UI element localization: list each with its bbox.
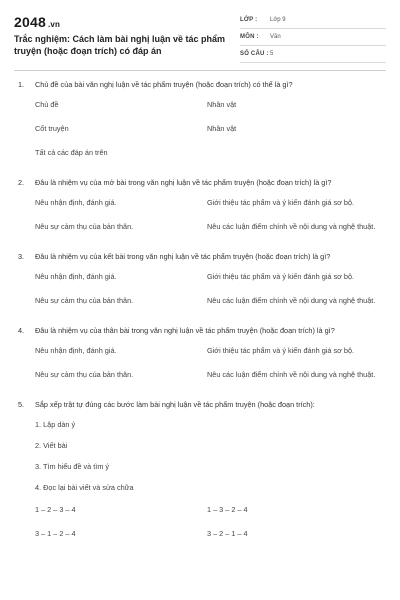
meta-count xyxy=(240,46,386,63)
answer-option[interactable]: Giới thiệu tác phẩm và ý kiến đánh giá sơ bộ. xyxy=(207,272,355,281)
step-list xyxy=(35,420,378,493)
header xyxy=(14,12,386,64)
answer-options xyxy=(35,346,378,380)
page-title: Trắc nghiệm: Cách làm bài nghị luận về tác phẩm truyện (hoặc đoạn trích) có đáp án xyxy=(14,34,226,56)
question-number: 3. xyxy=(18,252,25,261)
answer-option[interactable]: Nêu nhận định, đánh giá. xyxy=(35,272,117,281)
meta-label: MÔN : xyxy=(240,34,259,40)
step-item: 1. Lập dàn ý xyxy=(35,420,76,429)
answer-options xyxy=(35,100,378,158)
step-item: 4. Đọc lại bài viết và sửa chữa xyxy=(35,483,134,492)
question-text: Đâu là nhiệm vụ của thân bài trong văn nghị luận về tác phẩm truyện (hoặc đoạn trích) là gì? xyxy=(35,326,335,335)
answer-option[interactable]: 1 – 3 – 2 – 4 xyxy=(207,505,248,514)
logo-suffix: .vn xyxy=(47,20,61,29)
question-5 xyxy=(18,400,378,539)
answer-option[interactable]: Chủ đề xyxy=(35,100,59,109)
answer-options xyxy=(35,272,378,306)
question-header xyxy=(18,400,378,410)
answer-option[interactable]: Nêu nhận định, đánh giá. xyxy=(35,198,117,207)
answer-option[interactable]: Nhân vật xyxy=(207,100,237,109)
meta-value: Lớp 9 xyxy=(270,17,286,23)
answer-option[interactable]: Nhân vật xyxy=(207,124,237,133)
question-header xyxy=(18,178,378,188)
question-1 xyxy=(18,80,378,158)
answer-options xyxy=(35,198,378,232)
header-divider xyxy=(14,70,386,71)
question-text: Chủ đề của bài văn nghị luận về tác phẩm truyện (hoặc đoạn trích) có thể là gì? xyxy=(35,80,293,89)
meta-value: Văn xyxy=(270,34,281,40)
answer-option[interactable]: Nêu nhận định, đánh giá. xyxy=(35,346,117,355)
question-3 xyxy=(18,252,378,306)
meta-label: SỐ CÂU : xyxy=(240,51,269,57)
meta-class xyxy=(240,12,386,29)
meta-info xyxy=(240,12,386,63)
answer-option[interactable]: Tất cả các đáp án trên xyxy=(35,148,108,157)
question-text: Đâu là nhiệm vụ của kết bài trong văn nghị luận về tác phẩm truyện (hoặc đoạn trích) là gì? xyxy=(35,252,331,261)
answer-option[interactable]: 3 – 2 – 1 – 4 xyxy=(207,529,248,538)
answer-option[interactable]: Nêu sự cảm thụ của bản thân. xyxy=(35,296,134,305)
answer-option[interactable]: Giới thiệu tác phẩm và ý kiến đánh giá sơ bộ. xyxy=(207,198,355,207)
answer-option[interactable]: 1 – 2 – 3 – 4 xyxy=(35,505,76,514)
answer-option[interactable]: Nêu các luận điểm chính về nội dung và nghệ thuật. xyxy=(207,370,376,379)
logo-main: 2048 xyxy=(14,14,46,30)
question-header xyxy=(18,80,378,90)
question-4 xyxy=(18,326,378,380)
step-item: 3. Tìm hiểu đề và tìm ý xyxy=(35,462,110,471)
question-2 xyxy=(18,178,378,232)
question-number: 4. xyxy=(18,326,25,335)
question-number: 1. xyxy=(18,80,25,89)
site-logo[interactable] xyxy=(14,14,60,30)
answer-option[interactable]: Nêu sự cảm thụ của bản thân. xyxy=(35,370,134,379)
answer-option[interactable]: Nêu các luận điểm chính về nội dung và nghệ thuật. xyxy=(207,222,376,231)
answer-option[interactable]: Giới thiệu tác phẩm và ý kiến đánh giá sơ bộ. xyxy=(207,346,355,355)
meta-label: LỚP : xyxy=(240,17,258,23)
answer-option[interactable]: Nêu sự cảm thụ của bản thân. xyxy=(35,222,134,231)
question-list xyxy=(18,80,378,559)
step-item: 2. Viết bài xyxy=(35,441,68,450)
meta-subject xyxy=(240,29,386,46)
question-header xyxy=(18,252,378,262)
question-number: 5. xyxy=(18,400,25,409)
question-text: Sắp xếp trật tự đúng các bước làm bài nghị luận về tác phẩm truyện (hoặc đoạn trích): xyxy=(35,400,315,409)
answer-option[interactable]: 3 – 1 – 2 – 4 xyxy=(35,529,76,538)
question-text: Đâu là nhiệm vụ của mở bài trong văn nghị luận về tác phẩm truyện (hoặc đoạn trích) là gì? xyxy=(35,178,332,187)
meta-value: 5 xyxy=(270,51,274,57)
question-number: 2. xyxy=(18,178,25,187)
answer-options xyxy=(35,505,378,539)
answer-option[interactable]: Cốt truyện xyxy=(35,124,69,133)
answer-option[interactable]: Nêu các luận điểm chính về nội dung và nghệ thuật. xyxy=(207,296,376,305)
question-header xyxy=(18,326,378,336)
